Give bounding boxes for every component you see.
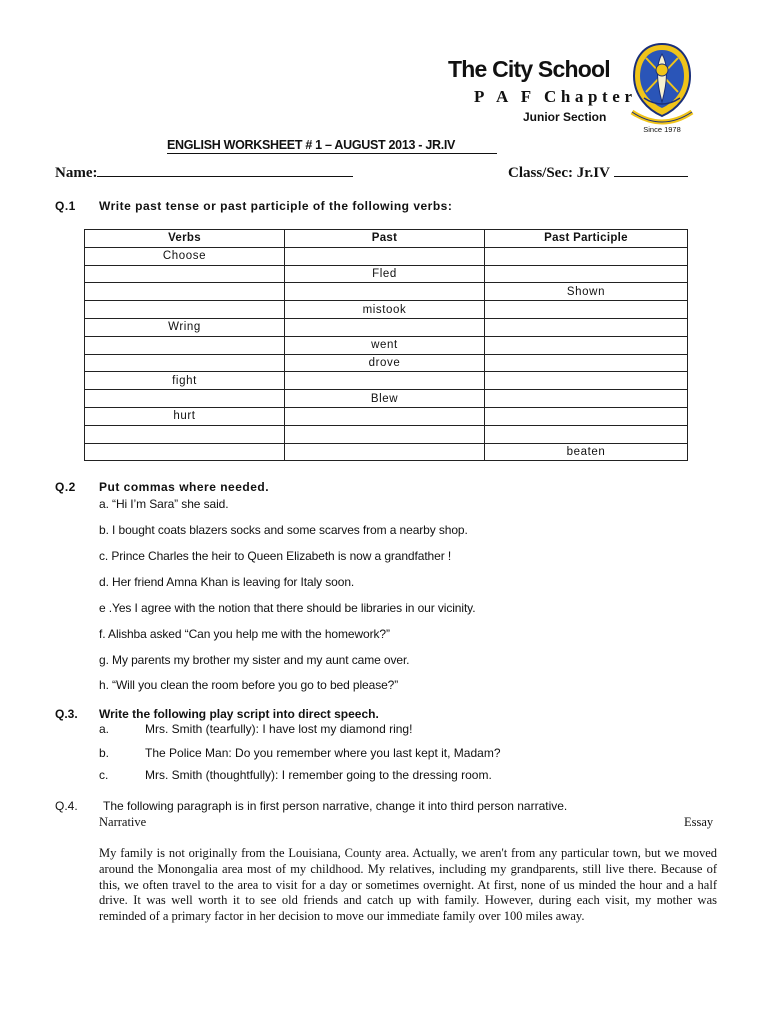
table-cell[interactable] xyxy=(285,283,485,301)
table-cell[interactable]: drove xyxy=(285,354,485,372)
name-field[interactable] xyxy=(55,162,353,182)
table-cell[interactable]: hurt xyxy=(85,407,285,425)
table-cell[interactable] xyxy=(485,425,688,443)
q3-item-b: The Police Man: Do you remember where you last kept it, Madam? xyxy=(145,746,501,760)
table-cell[interactable] xyxy=(485,247,688,265)
table-row xyxy=(85,372,688,390)
table-cell[interactable]: Fled xyxy=(285,265,485,283)
table-cell[interactable]: Choose xyxy=(85,247,285,265)
q2-item-g: g. My parents my brother my sister and my aunt came over. xyxy=(99,653,410,667)
table-cell[interactable] xyxy=(85,336,285,354)
chapter-name: P A F Chapter xyxy=(474,87,637,106)
table-cell[interactable] xyxy=(85,390,285,408)
name-label: Name: xyxy=(55,165,98,181)
table-cell[interactable] xyxy=(85,265,285,283)
table-cell[interactable] xyxy=(85,283,285,301)
class-field[interactable] xyxy=(508,162,688,182)
q2-item-c: c. Prince Charles the heir to Queen Elizabeth is now a grandfather ! xyxy=(99,549,452,563)
worksheet-title: ENGLISH WORKSHEET # 1 – AUGUST 2013 - JR.IV xyxy=(167,138,456,152)
q4-number: Q.4. xyxy=(55,799,78,813)
table-cell[interactable]: went xyxy=(285,336,485,354)
q2-instruction: Put commas where needed. xyxy=(99,480,270,494)
table-row xyxy=(85,318,688,336)
table-cell[interactable] xyxy=(85,354,285,372)
class-label: Class/Sec: Jr.IV xyxy=(508,165,610,181)
table-cell[interactable] xyxy=(285,425,485,443)
table-cell[interactable] xyxy=(485,336,688,354)
header-past: Past xyxy=(285,230,485,248)
table-cell[interactable] xyxy=(485,318,688,336)
q2-item-b: b. I bought coats blazers socks and some scarves from a nearby shop. xyxy=(99,523,468,537)
table-cell[interactable] xyxy=(485,407,688,425)
table-row xyxy=(85,283,688,301)
header-verbs: Verbs xyxy=(85,230,285,248)
school-logo xyxy=(626,40,698,136)
q1-number: Q.1 xyxy=(55,199,76,213)
table-cell[interactable] xyxy=(485,265,688,283)
table-cell[interactable] xyxy=(85,301,285,319)
table-cell[interactable] xyxy=(85,443,285,461)
table-cell[interactable] xyxy=(485,301,688,319)
table-row xyxy=(85,425,688,443)
table-row xyxy=(85,407,688,425)
table-cell[interactable]: Blew xyxy=(285,390,485,408)
table-row xyxy=(85,247,688,265)
table-cell[interactable] xyxy=(285,372,485,390)
section-name: Junior Section xyxy=(523,110,607,124)
q2-item-a: a. “Hi I’m Sara” she said. xyxy=(99,497,229,511)
q4-left-label: Narrative xyxy=(99,815,147,829)
table-cell[interactable]: fight xyxy=(85,372,285,390)
verbs-table xyxy=(84,229,688,461)
q2-item-h: h. “Will you clean the room before you go to bed please?” xyxy=(99,678,399,692)
class-blank[interactable] xyxy=(614,162,688,177)
q3-label-b: b. xyxy=(99,746,110,760)
q4-right-label: Essay xyxy=(684,815,714,829)
q2-item-f: f. Alishba asked “Can you help me with the homework?” xyxy=(99,627,390,641)
q3-number: Q.3. xyxy=(55,707,78,721)
q1-instruction: Write past tense or past participle of the following verbs: xyxy=(99,199,453,213)
table-row xyxy=(85,336,688,354)
table-cell[interactable]: beaten xyxy=(485,443,688,461)
q4-instruction: The following paragraph is in first person narrative, change it into third person narrative. xyxy=(103,799,568,813)
table-cell[interactable] xyxy=(285,247,485,265)
table-cell[interactable] xyxy=(285,443,485,461)
table-cell[interactable] xyxy=(485,354,688,372)
q2-number: Q.2 xyxy=(55,480,76,494)
title-underline xyxy=(167,153,497,154)
table-cell[interactable]: mistook xyxy=(285,301,485,319)
table-row xyxy=(85,265,688,283)
table-cell[interactable]: Wring xyxy=(85,318,285,336)
table-cell[interactable]: Shown xyxy=(485,283,688,301)
header-past-participle: Past Participle xyxy=(485,230,688,248)
q3-label-a: a. xyxy=(99,722,110,736)
table-row xyxy=(85,301,688,319)
table-cell[interactable] xyxy=(485,390,688,408)
table-row xyxy=(85,390,688,408)
q3-instruction: Write the following play script into direct speech. xyxy=(99,707,379,721)
q3-item-c: Mrs. Smith (thoughtfully): I remember going to the dressing room. xyxy=(145,768,492,782)
q4-paragraph: My family is not originally from the Louisiana, County area. Actually, we aren't from any particular town, but we moved around the Monongalia area most of my childhood. My relatives, including my grandparents, still live there. Because of this, we often travel to the area to visit for a day or sometimes overnight. At first, none of us minded the hour and a half drive. It was well worth it to see old friends and catch up with family. However, during each visit, my mother was reminded of a primary factor in her decision to move our immediate family over 100 miles away. xyxy=(99,846,717,924)
logo-since-text: Since 1978 xyxy=(643,125,681,134)
name-blank[interactable] xyxy=(97,162,353,177)
table-cell[interactable] xyxy=(285,318,485,336)
table-row xyxy=(85,354,688,372)
table-cell[interactable] xyxy=(285,407,485,425)
table-cell[interactable] xyxy=(485,372,688,390)
school-name: The City School xyxy=(448,56,610,82)
q2-item-d: d. Her friend Amna Khan is leaving for Italy soon. xyxy=(99,575,355,589)
table-header-row xyxy=(85,230,688,248)
q2-item-e: e .Yes I agree with the notion that there should be libraries in our vicinity. xyxy=(99,601,476,615)
q3-label-c: c. xyxy=(99,768,109,782)
table-cell[interactable] xyxy=(85,425,285,443)
table-row xyxy=(85,443,688,461)
q3-item-a: Mrs. Smith (tearfully): I have lost my diamond ring! xyxy=(145,722,413,736)
